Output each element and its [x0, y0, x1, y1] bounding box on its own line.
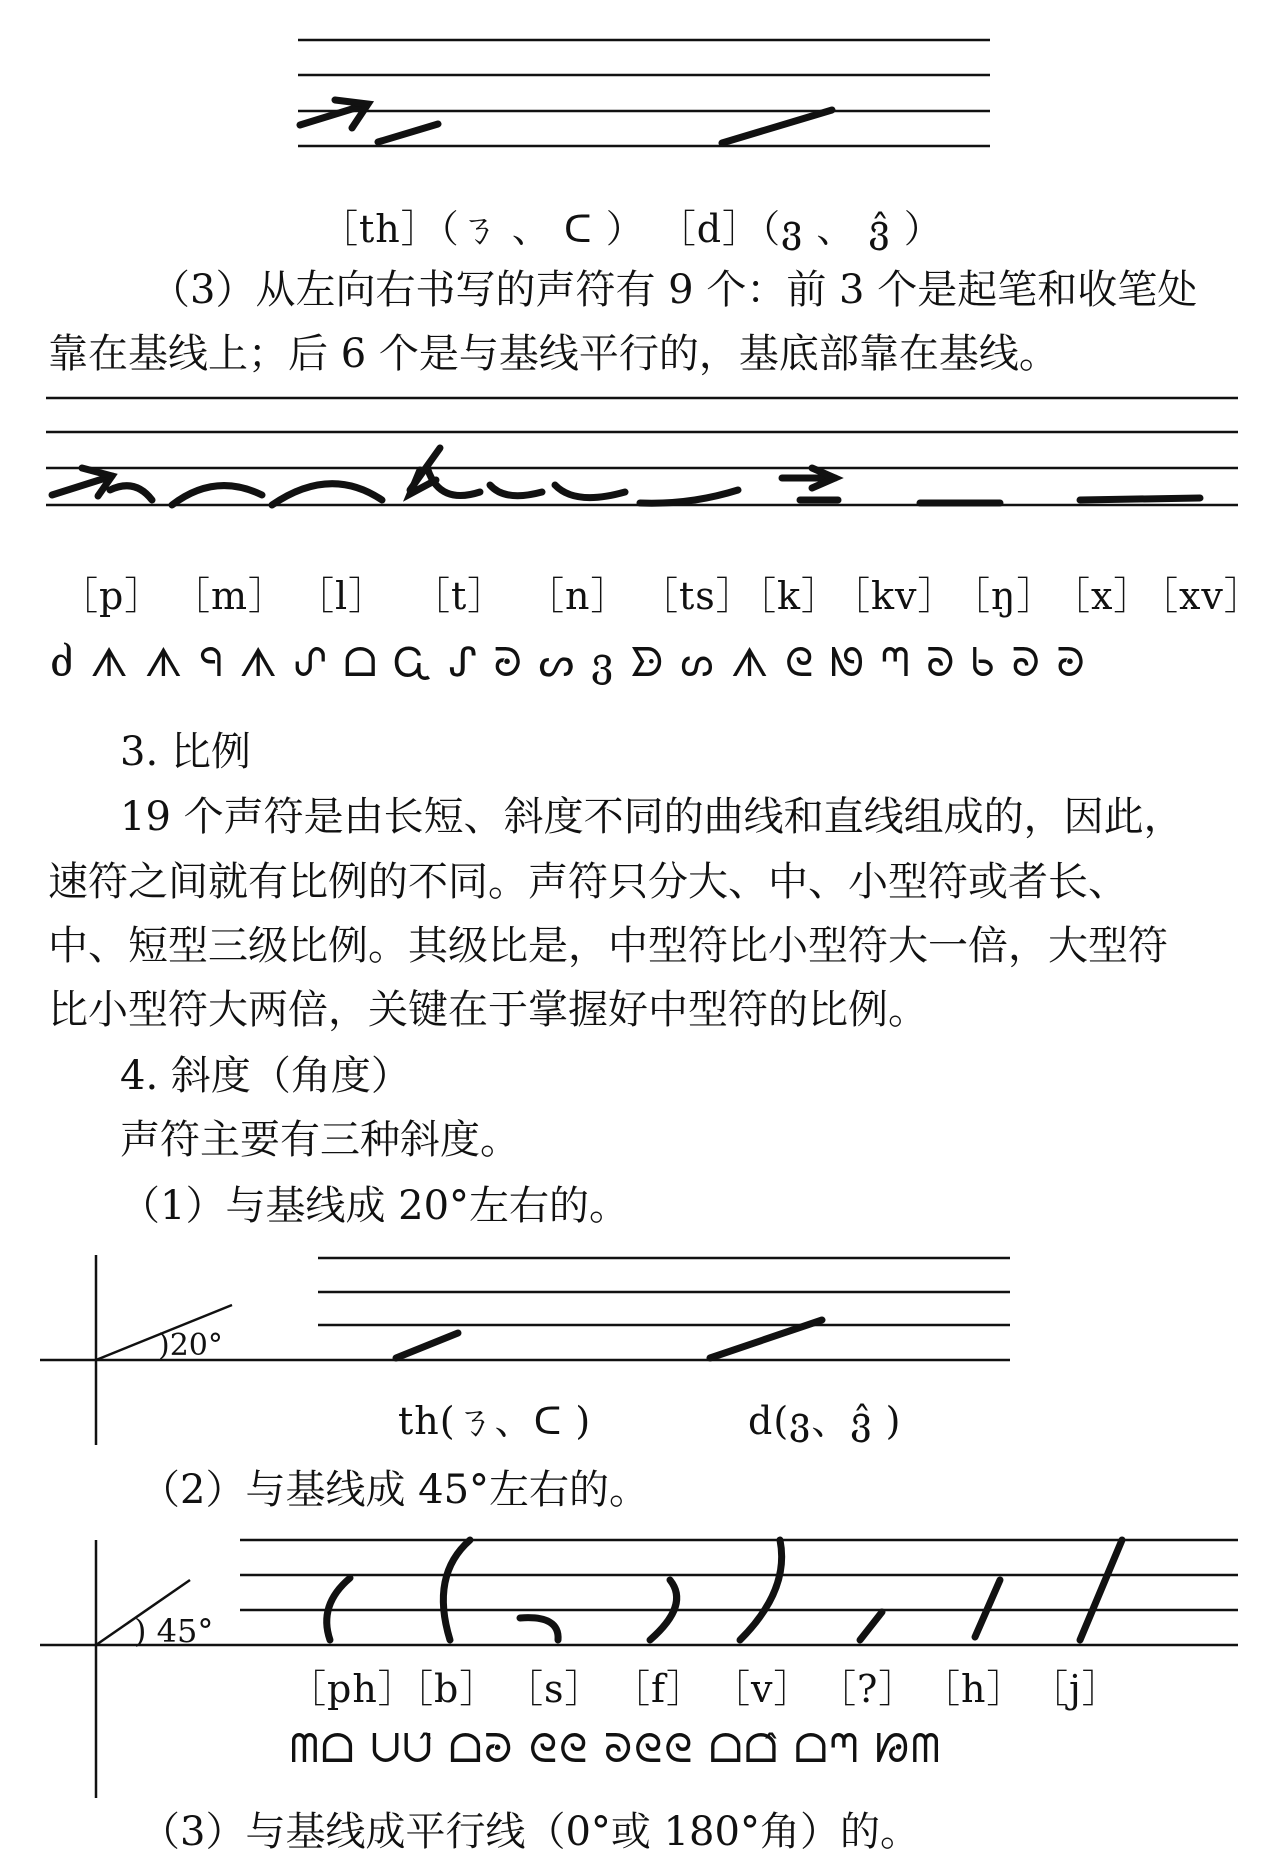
h-stroke: [975, 1580, 1000, 1637]
j-stroke: [1080, 1540, 1122, 1640]
section-3-line1: 19 个声符是由长短、斜度不同的曲线和直线组成的，因此，: [120, 794, 1184, 840]
label-ph: ［ph］: [288, 1667, 417, 1711]
section-4-item2: （2）与基线成 45°左右的。: [140, 1467, 650, 1513]
angle-label-45: ) 45°: [134, 1612, 214, 1650]
label-v: ［v］: [712, 1667, 813, 1711]
b-stroke: [443, 1540, 470, 1640]
label-n: ［n］: [526, 574, 630, 618]
glottal-stroke: [860, 1612, 882, 1640]
label-x: ［x］: [1052, 574, 1153, 618]
section-3-heading: 3. 比例: [120, 729, 251, 775]
label-s: ［s］: [505, 1667, 604, 1711]
label-k: ［k］: [738, 574, 841, 618]
section-4-intro: 声符主要有三种斜度。: [120, 1117, 520, 1163]
angle-label-20: )20°: [158, 1328, 223, 1363]
label-j: ［j］: [1030, 1667, 1121, 1711]
label-ng: ［ŋ］: [952, 574, 1056, 618]
staff-lines: [240, 1540, 1238, 1610]
para-3-line2: 靠在基线上；后 6 个是与基线平行的，基底部靠在基线。: [48, 331, 1059, 377]
script-glyphs-row2: ᗰᗝ ᑌᑌ̂ ᗝᘒ ᘓᘓ ᘐᘓᘓ ᗝᗝ̂ ᗝᘉ ᘙᗰ: [290, 1726, 943, 1772]
label-glottal: ［?］: [818, 1667, 918, 1711]
v-stroke: [740, 1540, 782, 1640]
section-4-heading: 4. 斜度（角度）: [120, 1053, 411, 1099]
label-d-20: d(ვ、ვ̂ ): [748, 1399, 902, 1443]
label-ts: ［ts］: [640, 574, 755, 618]
label-h: ［h］: [922, 1667, 1026, 1711]
section-3-line3: 中、短型三级比例。其级比是，中型符比小型符大一倍，大型符: [48, 923, 1168, 969]
label-m: ［m］: [172, 574, 288, 618]
script-glyphs-row1: ძ ᗑ ᗑ ᑫ ᗑ ᔑ ᗝ Ꮹ ᔑ ᘒ ᔕ ვ ᗦ ᔕ ᗑ ᘓ ᘚ ᘉ ᘐ ᑲ ᘐ ᘒ: [50, 640, 1087, 686]
section-4-item3: （3）与基线成平行线（0°或 180°角）的。: [140, 1809, 920, 1855]
label-b: ［b］: [395, 1667, 499, 1711]
section-3-line2: 速符之间就有比例的不同。声符只分大、中、小型符或者长、: [48, 859, 1128, 905]
label-xv: ［xv］: [1140, 574, 1263, 618]
section-4-item1: （1）与基线成 20°左右的。: [120, 1183, 630, 1229]
s-stroke: [520, 1618, 558, 1640]
section-3-line4: 比小型符大两倍，关键在于掌握好中型符的比例。: [48, 987, 928, 1033]
para-3-line1: （3）从左向右书写的声符有 9 个：前 3 个是起笔和收笔处: [150, 267, 1198, 313]
figure-th-d-labels: ［th］（ㄋ 、 ᑕ ） ［d］（ვ 、 ვ̂ ）: [320, 207, 943, 251]
label-p: ［p］: [60, 574, 164, 618]
label-f: ［f］: [612, 1667, 706, 1711]
label-l: ［l］: [296, 574, 388, 618]
label-th-20: th(ㄋ、ᑕ ): [398, 1399, 592, 1443]
label-kv: ［kv］: [832, 574, 957, 618]
label-t: ［t］: [412, 574, 507, 618]
